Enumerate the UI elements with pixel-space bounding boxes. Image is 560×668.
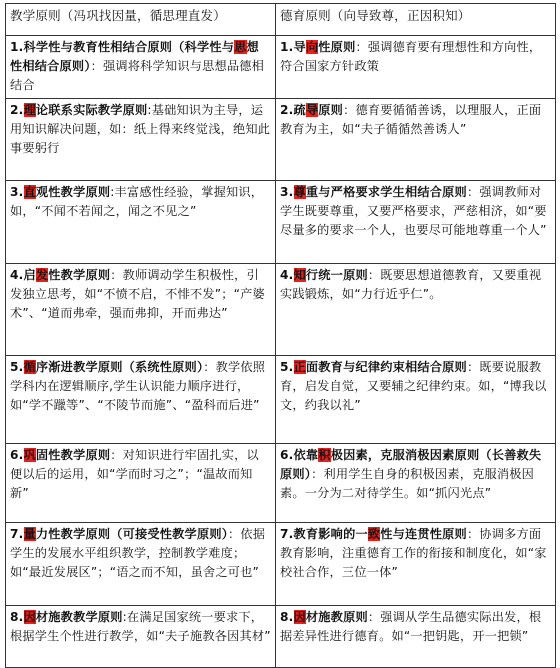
header-moral: 德育原则（向导致尊，正因积知） xyxy=(276,4,556,36)
principle-description: ：既要思想道德教育，又要重视实践锻炼，如“力行近乎仁”。 xyxy=(280,268,542,301)
principle-title: 依靠 xyxy=(293,448,319,462)
principle-number: 7. xyxy=(280,527,294,541)
principle-number: 1. xyxy=(280,40,294,54)
teaching-principle-cell xyxy=(6,356,276,444)
principle-description: ：教师调动学生积极性，引发独立思考，如“不愤不启，不悱不发”；“产婆术”、“道而弗牵，强而弗抑，开而弗达” xyxy=(10,268,265,320)
table-row xyxy=(6,264,556,356)
principle-number: 5. xyxy=(280,360,294,374)
principle-number: 8. xyxy=(10,610,24,624)
principle-number: 2. xyxy=(280,103,294,117)
mnemonic-highlight: 巩 xyxy=(23,448,36,462)
principle-number: 4. xyxy=(10,268,24,282)
mnemonic-highlight: 理 xyxy=(23,103,36,117)
table-row xyxy=(6,181,556,264)
mnemonic-highlight: 量 xyxy=(23,527,36,541)
principle-title: 序渐进教学原则（系统性原则） xyxy=(35,360,204,374)
principle-title: 极因素，克服消极因素原则（长善救失原则） xyxy=(280,448,542,481)
mnemonic-highlight: 积 xyxy=(318,448,331,462)
moral-principle-cell xyxy=(276,523,556,606)
principle-number: 6. xyxy=(280,448,294,462)
principle-title: 固性教学原则 xyxy=(35,448,111,462)
principle-title: 力性教学原则（可接受性教学原则） xyxy=(35,527,229,541)
mnemonic-highlight: 向 xyxy=(305,40,319,54)
principle-title: 教育影响的一 xyxy=(293,527,368,541)
mnemonic-highlight: 致 xyxy=(367,527,381,541)
teaching-principle-cell xyxy=(6,181,276,264)
principle-title: 科学性与教育性相结合原则（科学性与 xyxy=(23,40,235,54)
principle-title: 性教学原则 xyxy=(48,268,111,282)
moral-principle-cell xyxy=(276,36,556,99)
principle-number: 6. xyxy=(10,448,24,462)
header-teaching: 教学原则（冯巩找因量，循思理直发） xyxy=(6,4,276,36)
teaching-principle-cell xyxy=(6,264,276,356)
principle-description: ：强调教师对学生既要尊重，又要严格要求，严慈相济，如“要尽量多的要求一个人，也要尽可能地尊重一个人” xyxy=(280,185,547,237)
moral-principle-cell xyxy=(276,606,556,668)
moral-principle-cell xyxy=(276,264,556,356)
principle-description: :丰富感性经验，掌握知识，如，“不闻不若闻之，闻之不见之” xyxy=(10,185,264,218)
principle-title: 疏 xyxy=(293,103,306,117)
principle-number: 5. xyxy=(10,360,24,374)
mnemonic-highlight: 思 xyxy=(234,40,247,54)
mnemonic-highlight: 循 xyxy=(23,360,36,374)
principle-description: :在满足国家统一要求下，根据学生个性进行教学，如“夫子施教各因其材” xyxy=(10,610,271,643)
principle-number: 3. xyxy=(280,185,294,199)
table-row xyxy=(6,523,556,606)
principle-description: ：德育要循循善诱，以理服人，正面教育为主，如“夫子循循然善诱人” xyxy=(280,103,542,136)
mnemonic-highlight: 发 xyxy=(35,268,49,282)
mnemonic-highlight: 尊 xyxy=(293,185,306,199)
principle-description: ：既要说服教育，启发自觉，又要辅之纪律约束。如，“博我以文，约我以礼” xyxy=(280,360,547,412)
principle-title: 启 xyxy=(23,268,36,282)
principle-title: 论联系实际教学原则 xyxy=(35,103,148,117)
principle-description: ：强调德育要有理想性和方向性，符合国家方针政策 xyxy=(280,40,542,73)
principle-title: 材施教教学原则 xyxy=(35,610,123,624)
mnemonic-highlight: 因 xyxy=(293,610,306,624)
principle-description: ：强调将科学知识与思想品德相结合 xyxy=(10,59,265,92)
principle-number: 2. xyxy=(10,103,24,117)
principle-description: ：利用学生自身的积极因素，克服消极因素。一分为二对待学生。如“抓闪光点” xyxy=(280,467,535,500)
moral-principle-cell xyxy=(276,99,556,181)
principle-number: 8. xyxy=(280,610,294,624)
principle-number: 4. xyxy=(280,268,294,282)
principle-description: ：协调多方面教育影响，注重德育工作的衔接和制度化，如“家校社合作，三位一体” xyxy=(280,527,547,579)
moral-principle-cell xyxy=(276,444,556,523)
principle-title: 观性教学原则 xyxy=(35,185,111,199)
moral-principle-cell xyxy=(276,356,556,444)
mnemonic-highlight: 知 xyxy=(293,268,306,282)
principle-number: 7. xyxy=(10,527,24,541)
principle-title: 面教育与纪律约束相结合原则 xyxy=(305,360,467,374)
mnemonic-highlight: 正 xyxy=(293,360,306,374)
principle-description: :基础知识为主导，运用知识解决问题，如：纸上得来终觉浅，绝知此事要躬行 xyxy=(10,103,271,155)
mnemonic-highlight: 直 xyxy=(23,185,36,199)
teaching-principle-cell xyxy=(6,36,276,99)
principle-title: 重与严格要求学生相结合原则 xyxy=(305,185,467,199)
moral-principle-cell xyxy=(276,181,556,264)
principle-title: 原则 xyxy=(318,103,344,117)
teaching-principle-cell xyxy=(6,523,276,606)
principle-title: 材施教原则 xyxy=(305,610,368,624)
teaching-principle-cell xyxy=(6,606,276,668)
principle-description: ：对知识进行牢固扎实，以便以后的运用，如“学而时习之”；“温故而知新” xyxy=(10,448,259,500)
table-row xyxy=(6,356,556,444)
principle-title: 性与连贯性原则 xyxy=(380,527,467,541)
teaching-principle-cell xyxy=(6,99,276,181)
principle-number: 3. xyxy=(10,185,24,199)
header-row xyxy=(6,4,556,36)
mnemonic-highlight: 导 xyxy=(305,103,319,117)
principle-description: ：强调从学生品德实际出发，根据差异性进行德育。如“一把钥匙，开一把锁” xyxy=(280,610,542,643)
principle-title: 行统一原则 xyxy=(305,268,368,282)
table-row xyxy=(6,99,556,181)
table-row xyxy=(6,606,556,668)
mnemonic-highlight: 因 xyxy=(23,610,36,624)
table-row xyxy=(6,36,556,99)
principle-description: ：教学依照学科内在逻辑顺序,学生认识能力顺序进行，如“学不躐等”、“不陵节而施”、“盈科而后进” xyxy=(10,360,266,412)
principle-title: 想性相结合原则） xyxy=(10,40,259,73)
principle-description: ：依据学生的发展水平组织教学，控制教学难度；如“最近发展区”；“语之而不知，虽舍之可也” xyxy=(10,527,266,579)
principles-table xyxy=(5,3,556,668)
teaching-principle-cell xyxy=(6,444,276,523)
principle-number: 1. xyxy=(10,40,24,54)
principle-title: 性原则 xyxy=(318,40,356,54)
table-row xyxy=(6,444,556,523)
principle-title: 导 xyxy=(293,40,306,54)
